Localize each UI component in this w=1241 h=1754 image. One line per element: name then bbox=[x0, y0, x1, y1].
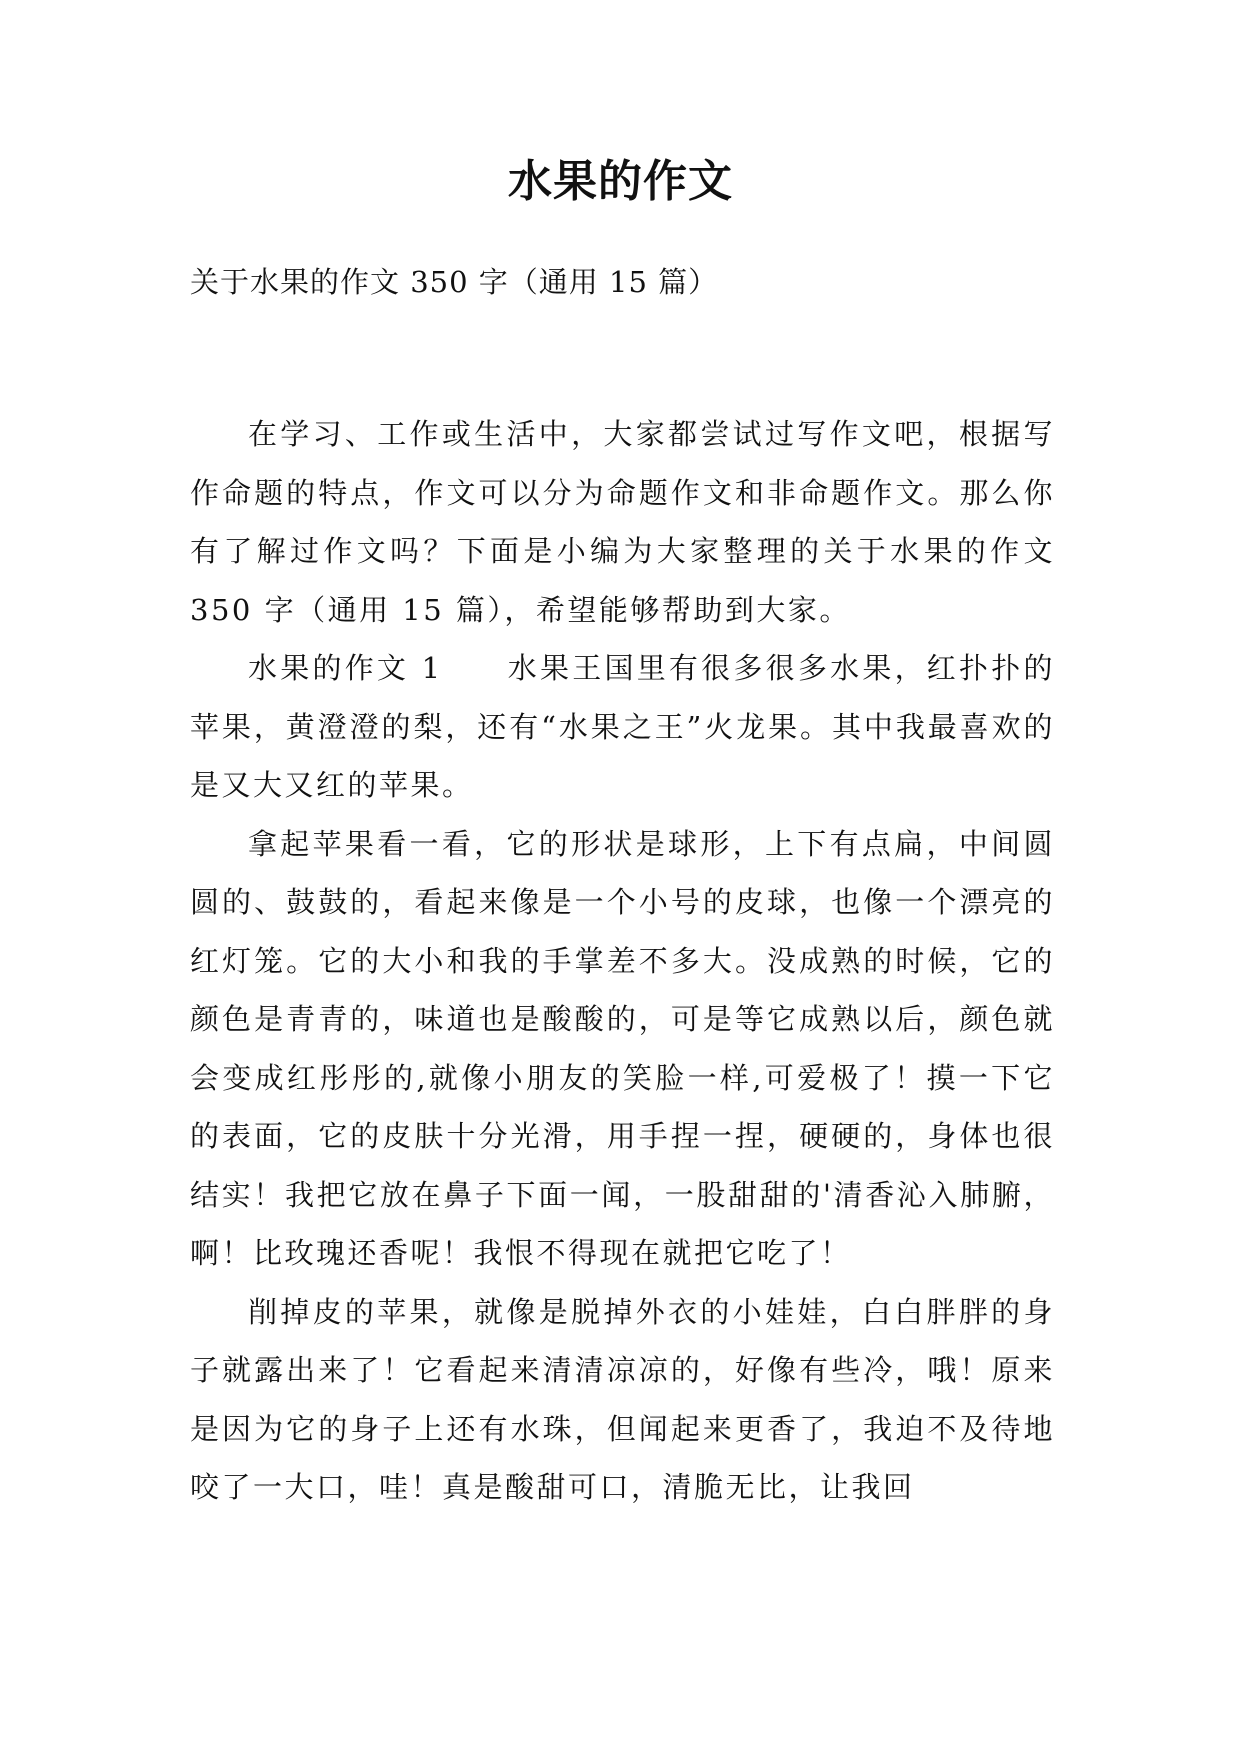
paragraph-peeled-apple: 削掉皮的苹果，就像是脱掉外衣的小娃娃，白白胖胖的身子就露出来了！它看起来清清凉凉的，好像有些冷，哦！原来是因为它的身子上还有水珠，但闻起来更香了，我迫不及待地咬了一大口，哇！真是酸甜可口，清脆无比，让我回 bbox=[190, 1294, 1055, 1504]
paragraph-intro: 在学习、工作或生活中，大家都尝试过写作文吧，根据写作命题的特点，作文可以分为命题作文和非命题作文。那么你有了解过作文吗？下面是小编为大家整理的关于水果的作文 350 字（通用 15 篇），希望能够帮助到大家。 bbox=[190, 417, 1055, 627]
document-subtitle: 关于水果的作文 350 字（通用 15 篇） bbox=[190, 265, 719, 299]
paragraph-essay-1-opening: 水果的作文 1 水果王国里有很多很多水果，红扑扑的苹果，黄澄澄的梨，还有“水果之王”火龙果。其中我最喜欢的是又大又红的苹果。 bbox=[190, 651, 1055, 802]
document-body bbox=[190, 405, 1055, 1517]
document-title: 水果的作文 bbox=[508, 156, 733, 207]
paragraph-apple-description: 拿起苹果看一看，它的形状是球形，上下有点扁，中间圆圆的、鼓鼓的，看起来像是一个小号的皮球，也像一个漂亮的红灯笼。它的大小和我的手掌差不多大。没成熟的时候，它的颜色是青青的，味道也是酸酸的，可是等它成熟以后，颜色就会变成红彤彤的,就像小朋友的笑脸一样,可爱极了！摸一下它的表面，它的皮肤十分光滑，用手捏一捏，硬硬的，身体也很结实！我把它放在鼻子下面一闻，一股甜甜的'清香沁入肺腑，啊！比玫瑰还香呢！我恨不得现在就把它吃了！ bbox=[190, 826, 1055, 1270]
